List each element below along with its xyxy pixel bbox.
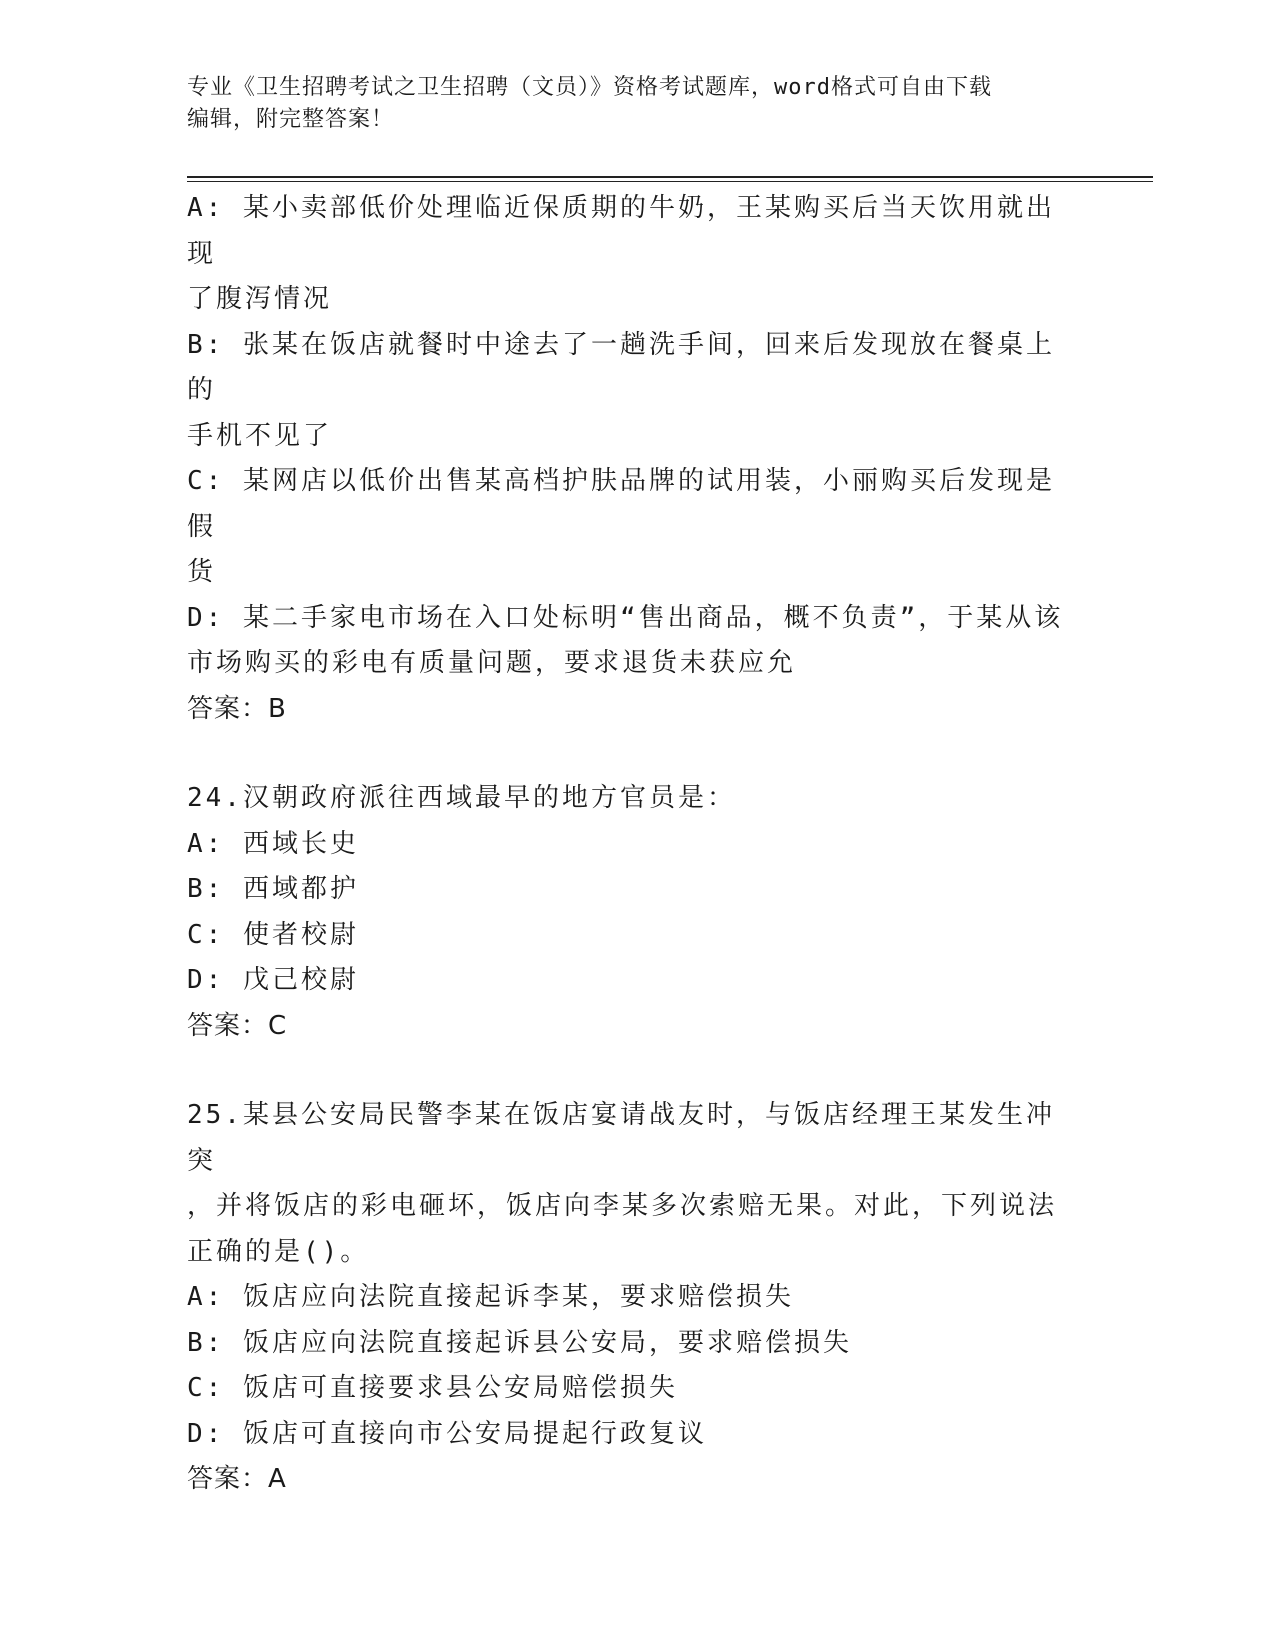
header-divider-thin	[187, 181, 1153, 182]
answer: 答案：B	[187, 693, 287, 724]
header-line-1: 专业《卫生招聘考试之卫生招聘（文员）》资格考试题库，word格式可自由下载	[187, 75, 992, 100]
option-a-line-2: 了腹泻情况	[187, 284, 333, 314]
option-c-line-2: 货	[187, 557, 217, 587]
option-b-line-2: 手机不见了	[187, 420, 333, 451]
header-line-2: 编辑，附完整答案！	[187, 107, 395, 132]
document-body	[187, 186, 1067, 1503]
option-a-line-1: A: 某小卖部低价处理临近保质期的牛奶，王某购买后当天饮用就出现	[187, 193, 1055, 269]
option-d: D: 戊己校尉	[187, 965, 359, 995]
option-b: B: 饭店应向法院直接起诉县公安局，要求赔偿损失	[187, 1327, 852, 1358]
question-text-line-1: 25.某县公安局民警李某在饭店宴请战友时，与饭店经理王某发生冲突	[187, 1100, 1055, 1176]
question-text-line-2: ，并将饭店的彩电砸坏，饭店向李某多次索赔无果。对此，下列说法	[187, 1191, 1058, 1221]
option-d-line-2: 市场购买的彩电有质量问题，要求退货未获应允	[187, 648, 797, 678]
option-a: A: 饭店应向法院直接起诉李某，要求赔偿损失	[187, 1282, 794, 1312]
question-23	[187, 186, 1067, 732]
answer: 答案：A	[187, 1464, 287, 1494]
option-c: C: 使者校尉	[187, 919, 359, 950]
question-24	[187, 776, 1067, 1049]
option-a: A: 西域长史	[187, 828, 359, 859]
question-text: 24.汉朝政府派往西域最早的地方官员是：	[187, 783, 736, 813]
header-divider-thick	[187, 176, 1153, 178]
option-d-line-1: D: 某二手家电市场在入口处标明“售出商品，概不负责”，于某从该	[187, 602, 1064, 633]
option-c-line-1: C: 某网店以低价出售某高档护肤品牌的试用装，小丽购买后发现是假	[187, 466, 1055, 542]
option-c: C: 饭店可直接要求县公安局赔偿损失	[187, 1373, 678, 1403]
option-b-line-1: B: 张某在饭店就餐时中途去了一趟洗手间，回来后发现放在餐桌上的	[187, 329, 1055, 405]
option-b: B: 西域都护	[187, 874, 359, 904]
question-25	[187, 1093, 1067, 1503]
option-d: D: 饭店可直接向市公安局提起行政复议	[187, 1418, 707, 1449]
document-header	[187, 72, 1087, 136]
question-text-line-3: 正确的是()。	[187, 1236, 370, 1267]
answer: 答案：C	[187, 1010, 288, 1041]
spacer	[187, 732, 1067, 776]
spacer	[187, 1049, 1067, 1093]
